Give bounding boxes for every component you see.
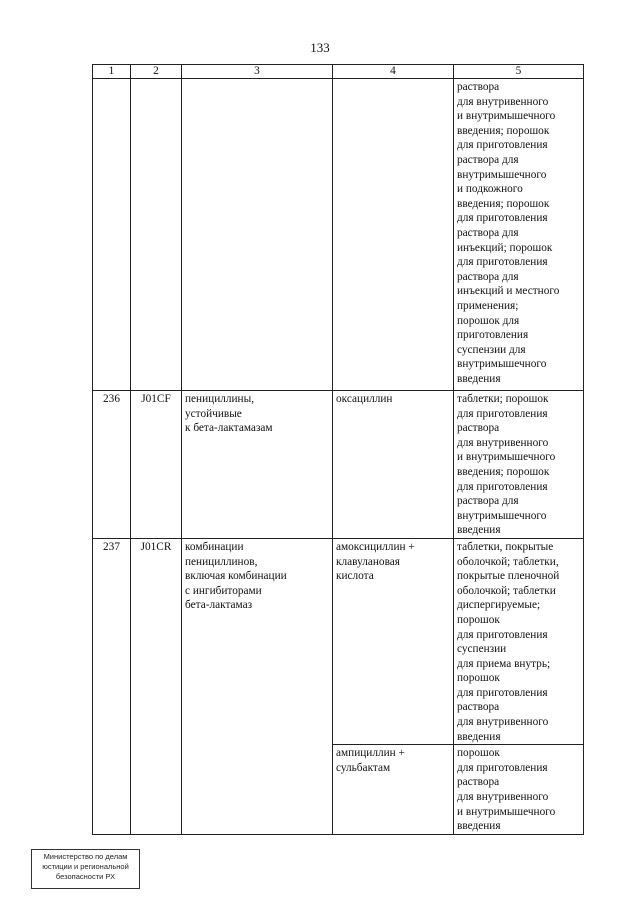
header-col-2: 2 <box>131 65 182 79</box>
table-row <box>93 79 584 391</box>
drug-name: оксациллин <box>333 391 454 539</box>
header-col-1: 1 <box>93 65 131 79</box>
atc-code <box>131 79 182 391</box>
drug-table <box>92 64 584 835</box>
dosage-forms: раствора для внутривенного и внутримышечного введения; порошок для приготовления раствора для внутримышечного и подкожного введения; порошок для приготовления раствора для инъекций; порошок для приготовления раствора для инъекций и местного применения; порошок для приготовления суспензии для внутримышечного введения <box>454 79 584 391</box>
row-number <box>93 79 131 391</box>
dosage-forms: порошок для приготовления раствора для внутривенного и внутримышечного введения <box>454 745 584 835</box>
drug-name: амоксициллин + клавулановая кислота <box>333 538 454 744</box>
header-col-3: 3 <box>182 65 333 79</box>
registration-stamp: Министерство по делам юстиции и региональной безопасности РХ <box>31 849 140 889</box>
header-col-4: 4 <box>333 65 454 79</box>
drug-name <box>333 79 454 391</box>
drug-group: пенициллины, устойчивые к бета-лактамазам <box>182 391 333 539</box>
page-number: 133 <box>310 40 330 55</box>
header-row <box>93 65 584 79</box>
atc-code: J01CR <box>131 538 182 834</box>
drug-name: ампициллин + сульбактам <box>333 745 454 835</box>
atc-code: J01CF <box>131 391 182 539</box>
table-row <box>93 391 584 539</box>
row-number: 237 <box>93 538 131 834</box>
drug-group <box>182 79 333 391</box>
row-number: 236 <box>93 391 131 539</box>
drug-group: комбинации пенициллинов, включая комбинации с ингибиторами бета-лактамаз <box>182 538 333 834</box>
table-row <box>93 538 584 744</box>
dosage-forms: таблетки, покрытые оболочкой; таблетки, покрытые пленочной оболочкой; таблетки диспергируемые; порошок для приготовления суспензии для приема внутрь; порошок для приготовления раствора для внутривенного введения <box>454 538 584 744</box>
dosage-forms: таблетки; порошок для приготовления раствора для внутривенного и внутримышечного введения; порошок для приготовления раствора для внутримышечного введения <box>454 391 584 539</box>
header-col-5: 5 <box>454 65 584 79</box>
